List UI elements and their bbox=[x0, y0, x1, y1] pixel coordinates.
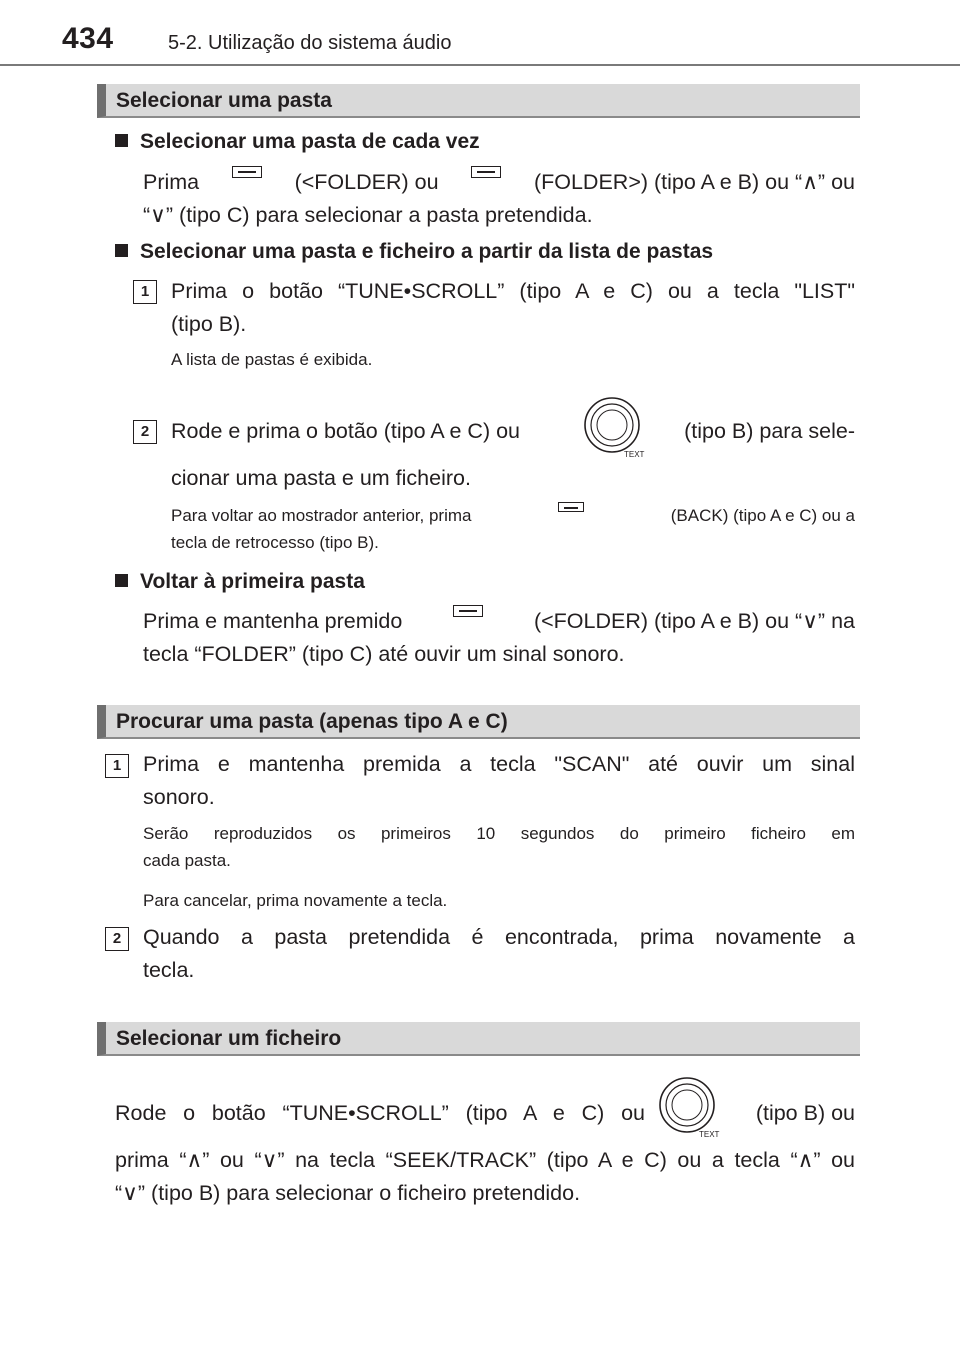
step-text: Quando a pasta pretendida é encontrada, prima novamente a tecla. bbox=[143, 925, 855, 982]
step-text: Rode e prima o botão (tipo A e C) ou bbox=[171, 419, 520, 443]
step-number: 1 bbox=[133, 280, 157, 304]
header-rule bbox=[0, 64, 960, 66]
page-number: 434 bbox=[62, 22, 114, 55]
paragraph-select-file: prima “∧” ou “∨” na tecla “SEEK/TRACK” (tipo A e C) ou a tecla “∧” ou “∨” (tipo B) para selecionar o ficheiro pretendido. bbox=[115, 1148, 855, 1205]
subheading-folder-list: Selecionar uma pasta e ficheiro a partir da lista de pastas bbox=[115, 240, 713, 264]
step-number: 2 bbox=[133, 420, 157, 444]
button-icon bbox=[453, 605, 483, 617]
subheading-one-folder: Selecionar uma pasta de cada vez bbox=[115, 130, 480, 154]
square-bullet-icon bbox=[115, 574, 128, 587]
step-text-cont: (tipo B) para sele- bbox=[684, 419, 855, 443]
svg-text:TEXT: TEXT bbox=[699, 1130, 720, 1139]
section-title: Selecionar uma pasta bbox=[116, 89, 332, 112]
paragraph-select-file-l1b: (tipo B) ou bbox=[755, 1101, 855, 1125]
tune-knob-icon bbox=[655, 1075, 725, 1140]
button-icon bbox=[558, 502, 584, 512]
section-title: Selecionar um ficheiro bbox=[116, 1027, 342, 1050]
note-back: Para voltar ao mostrador anterior, prima (BACK) (tipo A e C) ou a tecla de retrocesso (tipo B). bbox=[171, 502, 855, 556]
square-bullet-icon bbox=[115, 134, 128, 147]
step-number: 2 bbox=[105, 927, 129, 951]
section-heading-select-folder bbox=[97, 84, 860, 118]
paragraph-one-folder: Prima (<FOLDER) ou (FOLDER>) (tipo A e B) ou “∧” ou “∨” (tipo C) para selecionar a pasta pretendida. bbox=[143, 166, 855, 232]
running-head: 5-2. Utilização do sistema áudio bbox=[168, 32, 452, 54]
step-text-line2: cionar uma pasta e um ficheiro. bbox=[171, 466, 471, 490]
svg-text:TEXT: TEXT bbox=[624, 450, 645, 459]
button-icon bbox=[471, 166, 501, 178]
step-number: 1 bbox=[105, 754, 129, 778]
note-text: Para cancelar, prima novamente a tecla. bbox=[143, 891, 448, 910]
section-heading-select-file bbox=[97, 1022, 860, 1056]
paragraph-first-folder: Prima e mantenha premido (<FOLDER) (tipo A e B) ou “∨” na tecla “FOLDER” (tipo C) até ouvir um sinal sonoro. bbox=[143, 605, 855, 671]
section-title: Procurar uma pasta (apenas tipo A e C) bbox=[116, 710, 508, 733]
note-text: A lista de pastas é exibida. bbox=[171, 350, 373, 369]
paragraph-select-file-l1: Rode o botão “TUNE•SCROLL” (tipo A e C) ou bbox=[115, 1101, 645, 1125]
note-text: Serão reproduzidos os primeiros 10 segundos do primeiro ficheiro em cada pasta. bbox=[143, 824, 855, 870]
subheading-first-folder: Voltar à primeira pasta bbox=[115, 570, 365, 594]
section-heading-search-folder bbox=[97, 705, 860, 739]
tune-knob-icon bbox=[580, 395, 650, 460]
step-text: Prima e mantenha premida a tecla "SCAN" até ouvir um sinal sonoro. bbox=[143, 752, 855, 809]
square-bullet-icon bbox=[115, 244, 128, 257]
button-icon bbox=[232, 166, 262, 178]
step-text: Prima o botão “TUNE•SCROLL” (tipo A e C) ou a tecla "LIST" (tipo B). bbox=[171, 279, 855, 336]
